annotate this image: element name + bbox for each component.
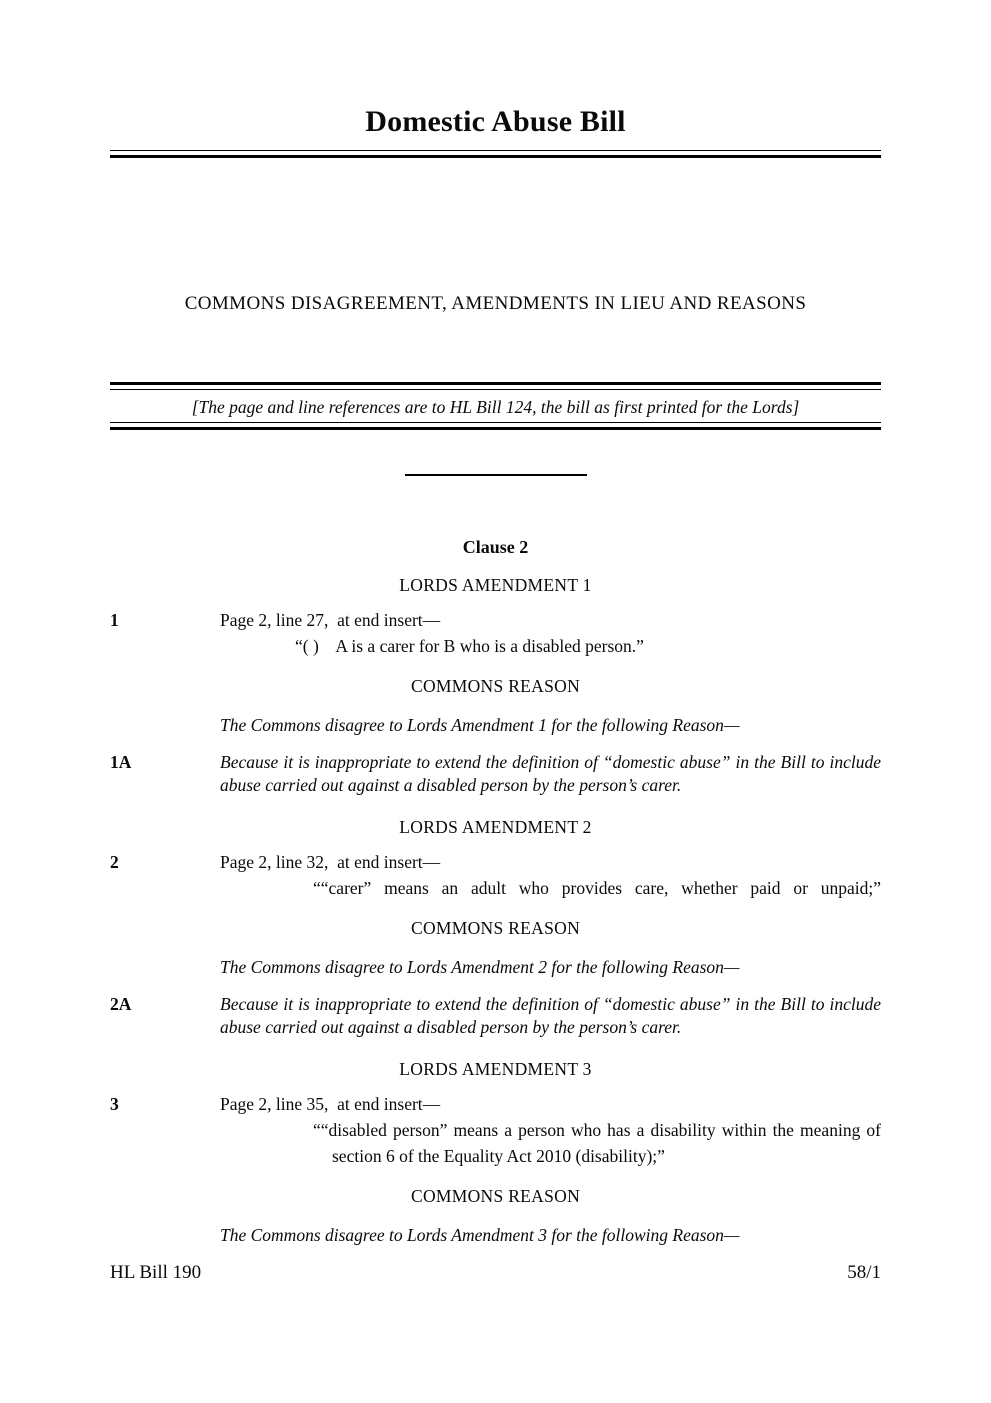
amendment-body: [220, 1091, 881, 1169]
amendment-instruction: Page 2, line 27, at end insert—: [220, 610, 441, 630]
document-subtitle: COMMONS DISAGREEMENT, AMENDMENTS IN LIEU AND REASONS: [184, 293, 807, 314]
page-footer: [110, 1261, 881, 1285]
reason-number: 2A: [110, 994, 132, 1014]
amendment-row: [110, 849, 881, 901]
title-rule: [110, 150, 881, 158]
amendment-number: 1: [110, 610, 119, 630]
amendment-body: [220, 849, 881, 901]
amendment-body: [220, 607, 881, 659]
amendment-heading: LORDS AMENDMENT 2: [399, 817, 592, 837]
amendment-section-1: [110, 574, 881, 797]
reason-intro: The Commons disagree to Lords Amendment 2 for the following Reason—: [220, 957, 740, 977]
reason-intro: The Commons disagree to Lords Amendment 3 for the following Reason—: [220, 1225, 740, 1245]
commons-reason-heading: COMMONS REASON: [410, 918, 581, 938]
commons-reason-heading: COMMONS REASON: [410, 1186, 581, 1206]
footer-session-number: 58/1: [847, 1262, 881, 1283]
amendment-row: [110, 607, 881, 659]
amendment-quote: ““disabled person” means a person who has a disability within the meaning of section 6 of the Equality Act 2010 (disability);”: [313, 1120, 881, 1166]
clause-heading: Clause 2: [462, 537, 529, 557]
reference-box: [110, 382, 881, 430]
reference-note: [The page and line references are to HL Bill 124, the bill as first printed for the Lords]: [191, 397, 800, 417]
reason-text: Because it is inappropriate to extend the definition of “domestic abuse” in the Bill to include abuse carried out against a disabled person by the person’s carer.: [220, 752, 881, 795]
commons-reason-heading: COMMONS REASON: [410, 676, 581, 696]
amendment-heading: LORDS AMENDMENT 3: [399, 1059, 592, 1079]
reason-row: [110, 993, 881, 1039]
amendment-row: [110, 1091, 881, 1169]
reference-box-bottom-rule: [110, 422, 881, 430]
amendment-quote: ““carer” means an adult who provides care, whether paid or unpaid;”: [313, 878, 881, 898]
reason-number: 1A: [110, 752, 132, 772]
reason-row: [110, 751, 881, 797]
amendment-section-3: [110, 1058, 881, 1246]
amendment-number: 3: [110, 1094, 119, 1114]
bill-title: Domestic Abuse Bill: [365, 105, 626, 138]
reason-intro: The Commons disagree to Lords Amendment 1 for the following Reason—: [220, 715, 740, 735]
amendment-number: 2: [110, 852, 119, 872]
amendment-instruction: Page 2, line 35, at end insert—: [220, 1094, 441, 1114]
reason-text: Because it is inappropriate to extend the definition of “domestic abuse” in the Bill to include abuse carried out against a disabled person by the person’s carer.: [220, 994, 881, 1037]
footer-bill-number: HL Bill 190: [110, 1262, 202, 1283]
section-divider-rule: [405, 474, 587, 476]
amendment-quote: “( ) A is a carer for B who is a disabled person.”: [295, 636, 644, 656]
reference-box-top-rule: [110, 382, 881, 390]
amendment-section-2: [110, 816, 881, 1039]
amendment-heading: LORDS AMENDMENT 1: [399, 575, 592, 595]
amendment-instruction: Page 2, line 32, at end insert—: [220, 852, 441, 872]
